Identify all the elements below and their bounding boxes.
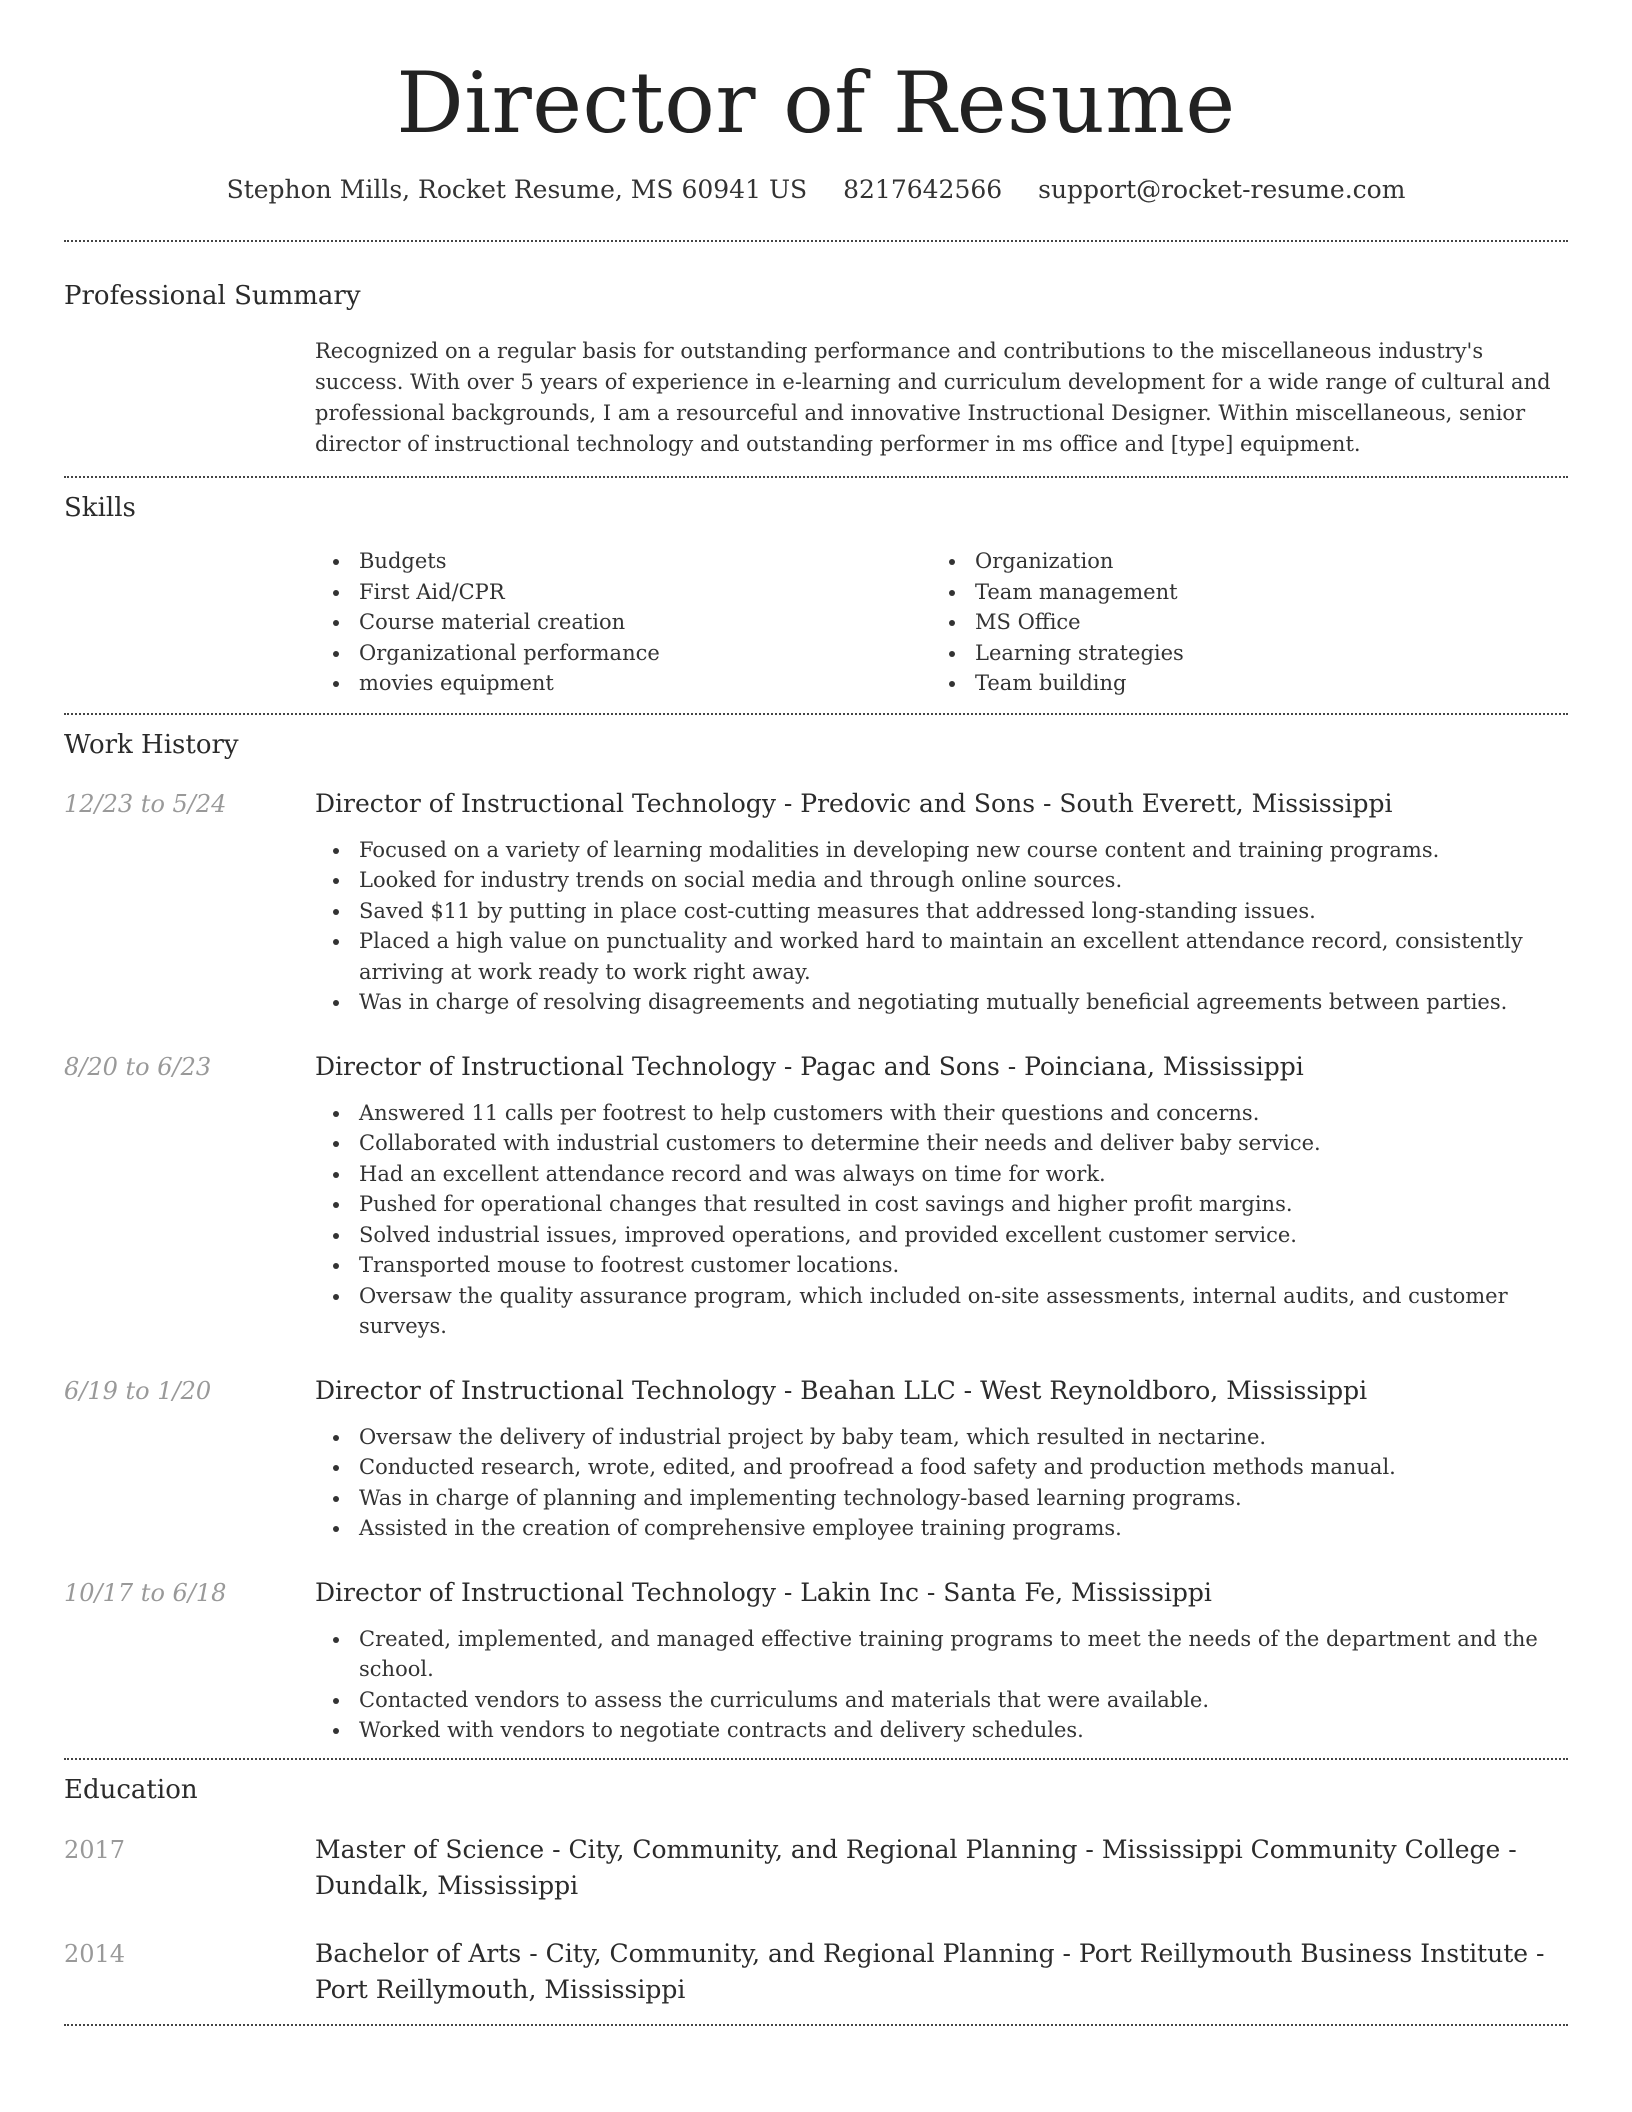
summary-text: Recognized on a regular basis for outstanding performance and contributions to the miscellaneous industry's success. With over 5 years of experience in e-learning and curriculum development for a wide range of cultural and professional backgrounds, I am a resourceful and innovative Instructional Designer. Within miscellaneous, senior director of instructional technology and outstanding performer in ms office and [type] equipment.: [315, 339, 1551, 456]
contact-address: Stephon Mills, Rocket Resume, MS 60941 US: [226, 175, 808, 204]
education-entry: [64, 1936, 1568, 2008]
skill-item: Team building: [975, 668, 1547, 699]
skills-column-right: [931, 546, 1547, 699]
job-title: Director of Instructional Technology - Pagac and Sons - Poinciana, Mississippi: [315, 1051, 1304, 1081]
job-bullet: Pushed for operational changes that resulted in cost savings and higher profit margins.: [359, 1189, 1568, 1220]
education-entry: [64, 1832, 1568, 1904]
skills-heading: Skills: [64, 493, 136, 523]
job-bullet: Oversaw the delivery of industrial project by baby team, which resulted in nectarine.: [359, 1422, 1568, 1453]
skill-item: Organization: [975, 546, 1547, 577]
job-bullet: Oversaw the quality assurance program, which included on-site assessments, internal audits, and customer surveys.: [359, 1281, 1568, 1342]
job-bullet: Conducted research, wrote, edited, and proofread a food safety and production methods manual.: [359, 1452, 1568, 1483]
education-date: 2017: [64, 1835, 126, 1864]
job-date: 12/23 to 5/24: [64, 789, 227, 818]
job-bullet: Contacted vendors to assess the curriculums and materials that were available.: [359, 1685, 1568, 1716]
job-bullet: Was in charge of resolving disagreements and negotiating mutually beneficial agreements between parties.: [359, 987, 1568, 1018]
resume-header: [64, 0, 1568, 208]
skills-column-left: [315, 546, 931, 699]
job-entry: [64, 1374, 1568, 1544]
skill-item: Team management: [975, 577, 1547, 608]
skill-item: Course material creation: [359, 607, 931, 638]
job-bullet: Was in charge of planning and implementing technology-based learning programs.: [359, 1483, 1568, 1514]
skill-item: MS Office: [975, 607, 1547, 638]
education-title: Master of Science - City, Community, and Regional Planning - Mississippi Community College - Dundalk, Mississippi: [315, 1834, 1517, 1900]
contact-phone: 8217642566: [843, 175, 1003, 204]
job-bullet: Had an excellent attendance record and was always on time for work.: [359, 1159, 1568, 1190]
skill-item: movies equipment: [359, 668, 931, 699]
job-bullet: Solved industrial issues, improved operations, and provided excellent customer service.: [359, 1220, 1568, 1251]
job-bullet: Worked with vendors to negotiate contracts and delivery schedules.: [359, 1715, 1568, 1746]
skills-grid: [315, 546, 1568, 699]
skill-item: First Aid/CPR: [359, 577, 931, 608]
job-entry: [64, 1050, 1568, 1342]
job-bullet: Transported mouse to footrest customer locations.: [359, 1250, 1568, 1281]
job-bullet: Looked for industry trends on social media and through online sources.: [359, 865, 1568, 896]
job-entry: [64, 1576, 1568, 1746]
work-history-section: [64, 715, 1568, 1758]
job-bullet: Saved $11 by putting in place cost-cutting measures that addressed long-standing issues.: [359, 896, 1568, 927]
job-bullets: [315, 1422, 1568, 1544]
section-divider: [64, 2024, 1568, 2026]
job-bullets: [315, 1624, 1568, 1746]
education-date: 2014: [64, 1939, 126, 1968]
skills-section: [64, 478, 1568, 713]
summary-heading: Professional Summary: [64, 281, 361, 311]
job-title: Director of Instructional Technology - Lakin Inc - Santa Fe, Mississippi: [315, 1577, 1212, 1607]
education-section: [64, 1760, 1568, 2024]
job-bullet: Assisted in the creation of comprehensive employee training programs.: [359, 1513, 1568, 1544]
job-date: 10/17 to 6/18: [64, 1578, 227, 1607]
contact-line: [64, 172, 1568, 208]
skill-item: Budgets: [359, 546, 931, 577]
job-entry: [64, 787, 1568, 1018]
resume-title: Director of Resume: [396, 54, 1236, 152]
job-bullet: Collaborated with industrial customers to determine their needs and deliver baby service.: [359, 1128, 1568, 1159]
job-title: Director of Instructional Technology - Predovic and Sons - South Everett, Mississippi: [315, 788, 1393, 818]
job-bullet: Created, implemented, and managed effective training programs to meet the needs of the department and the school.: [359, 1624, 1568, 1685]
skill-item: Learning strategies: [975, 638, 1547, 669]
job-bullets: [315, 835, 1568, 1018]
professional-summary-section: [64, 242, 1568, 476]
job-bullet: Placed a high value on punctuality and worked hard to maintain an excellent attendance record, consistently arriving at work ready to work right away.: [359, 926, 1568, 987]
skill-item: Organizational performance: [359, 638, 931, 669]
contact-email: support@rocket-resume.com: [1038, 175, 1406, 204]
work-history-heading: Work History: [64, 729, 239, 760]
job-date: 8/20 to 6/23: [64, 1052, 212, 1081]
job-title: Director of Instructional Technology - Beahan LLC - West Reynoldboro, Mississippi: [315, 1375, 1368, 1405]
job-bullet: Focused on a variety of learning modalities in developing new course content and training programs.: [359, 835, 1568, 866]
education-title: Bachelor of Arts - City, Community, and Regional Planning - Port Reillymouth Business Institute - Port Reillymouth, Mississippi: [315, 1938, 1545, 2004]
job-bullets: [315, 1098, 1568, 1342]
job-bullet: Answered 11 calls per footrest to help customers with their questions and concerns.: [359, 1098, 1568, 1129]
job-date: 6/19 to 1/20: [64, 1376, 212, 1405]
education-heading: Education: [64, 1774, 198, 1805]
